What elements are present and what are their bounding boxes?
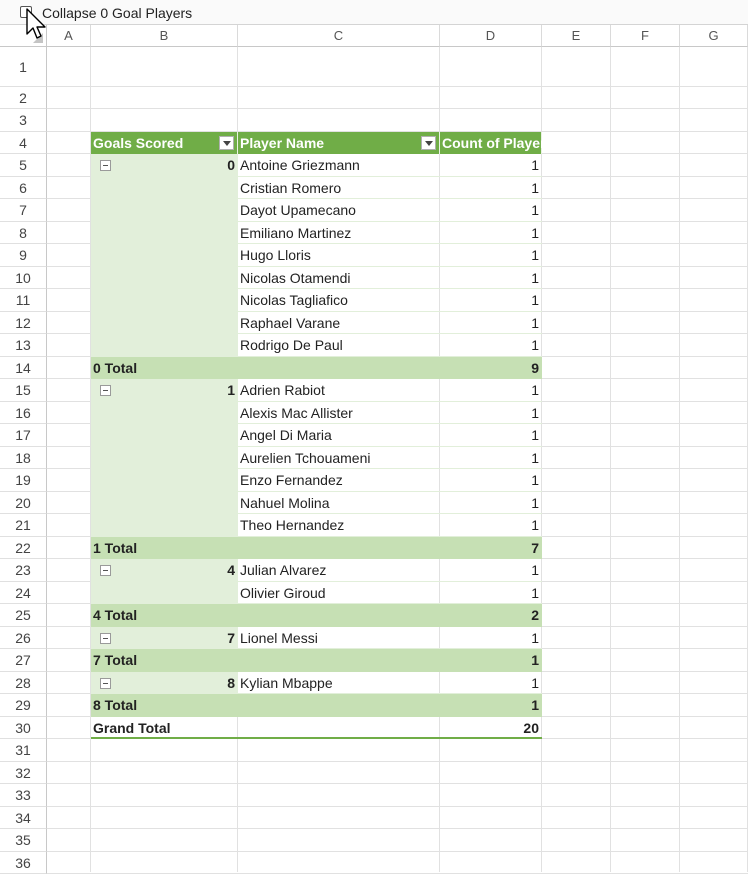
column-header-a[interactable]: A: [47, 25, 91, 47]
player-count-cell[interactable]: 1: [440, 154, 542, 177]
player-count-cell[interactable]: 1: [440, 582, 542, 605]
player-name-cell[interactable]: Adrien Rabiot: [238, 379, 440, 402]
group-total-label: 7 Total: [91, 649, 238, 672]
goals-filter-dropdown-icon[interactable]: [219, 136, 234, 150]
row-header-8[interactable]: 8: [0, 222, 47, 245]
goals-group-label: 0: [91, 154, 238, 177]
player-name-cell[interactable]: Nahuel Molina: [238, 492, 440, 515]
row-header-1[interactable]: 1: [0, 47, 47, 87]
grand-total-band: [238, 717, 440, 740]
grand-total-underline: [91, 737, 542, 739]
goals-group-band: [91, 312, 238, 335]
player-count-cell[interactable]: 1: [440, 222, 542, 245]
goals-group-band: [91, 199, 238, 222]
goals-group-band: [91, 177, 238, 200]
row-header-18[interactable]: 18: [0, 447, 47, 470]
player-name-cell[interactable]: Julian Alvarez: [238, 559, 440, 582]
row-header-30[interactable]: 30: [0, 717, 47, 740]
row-header-20[interactable]: 20: [0, 492, 47, 515]
grand-total-value[interactable]: 20: [440, 717, 542, 740]
row-header-22[interactable]: 22: [0, 537, 47, 560]
row-header-15[interactable]: 15: [0, 379, 47, 402]
goals-group-label: 4: [91, 559, 238, 582]
group-total-band: [238, 537, 440, 560]
player-name-cell[interactable]: Rodrigo De Paul: [238, 334, 440, 357]
row-gridline: [47, 86, 748, 87]
player-name-cell[interactable]: Theo Hernandez: [238, 514, 440, 537]
group-total-value[interactable]: 1: [440, 694, 542, 717]
player-name-cell[interactable]: Dayot Upamecano: [238, 199, 440, 222]
row-header-34[interactable]: 34: [0, 807, 47, 830]
player-name-cell[interactable]: Aurelien Tchouameni: [238, 447, 440, 470]
column-header-f[interactable]: F: [611, 25, 680, 47]
row-header-5[interactable]: 5: [0, 154, 47, 177]
column-header-d[interactable]: D: [440, 25, 542, 47]
row-header-3[interactable]: 3: [0, 109, 47, 132]
group-total-band: [238, 649, 440, 672]
player-count-cell[interactable]: 1: [440, 514, 542, 537]
goals-group-label: 8: [91, 672, 238, 695]
player-count-cell[interactable]: 1: [440, 627, 542, 650]
row-header-10[interactable]: 10: [0, 267, 47, 290]
mouse-pointer-icon: [26, 8, 48, 42]
player-name-cell[interactable]: Kylian Mbappe: [238, 672, 440, 695]
header-player-name[interactable]: Player Name: [238, 132, 440, 155]
goals-group-band: [91, 267, 238, 290]
row-header-4[interactable]: 4: [0, 132, 47, 155]
group-total-band: [238, 604, 440, 627]
player-count-cell[interactable]: 1: [440, 199, 542, 222]
row-header-35[interactable]: 35: [0, 829, 47, 852]
row-gridline: [47, 761, 748, 762]
row-header-23[interactable]: 23: [0, 559, 47, 582]
goals-group-band: [91, 492, 238, 515]
column-header-c[interactable]: C: [238, 25, 440, 47]
goals-group-band: [91, 244, 238, 267]
row-header-13[interactable]: 13: [0, 334, 47, 357]
player-count-cell[interactable]: 1: [440, 312, 542, 335]
hover-tooltip-bar: [0, 0, 748, 25]
player-count-cell[interactable]: 1: [440, 244, 542, 267]
group-total-label: 4 Total: [91, 604, 238, 627]
goals-group-band: [91, 469, 238, 492]
row-header-2[interactable]: 2: [0, 87, 47, 109]
player-count-cell[interactable]: 1: [440, 177, 542, 200]
row-gridline: [47, 108, 748, 109]
group-total-value[interactable]: 1: [440, 649, 542, 672]
row-header-9[interactable]: 9: [0, 244, 47, 267]
row-header-16[interactable]: 16: [0, 402, 47, 425]
player-name-cell[interactable]: Emiliano Martinez: [238, 222, 440, 245]
row-header-27[interactable]: 27: [0, 649, 47, 672]
player-name-cell[interactable]: Nicolas Otamendi: [238, 267, 440, 290]
collapse-minus-icon[interactable]: [100, 385, 111, 396]
row-header-14[interactable]: 14: [0, 357, 47, 380]
player-name-cell[interactable]: Lionel Messi: [238, 627, 440, 650]
row-header-21[interactable]: 21: [0, 514, 47, 537]
row-header-19[interactable]: 19: [0, 469, 47, 492]
collapse-minus-icon[interactable]: [100, 633, 111, 644]
player-name-cell[interactable]: Hugo Lloris: [238, 244, 440, 267]
player-count-cell[interactable]: 1: [440, 424, 542, 447]
row-header-33[interactable]: 33: [0, 784, 47, 807]
group-total-label: 1 Total: [91, 537, 238, 560]
player-name-cell[interactable]: Cristian Romero: [238, 177, 440, 200]
player-name-cell[interactable]: Nicolas Tagliafico: [238, 289, 440, 312]
group-total-band: [238, 694, 440, 717]
collapse-minus-icon[interactable]: [100, 565, 111, 576]
goals-group-band: [91, 334, 238, 357]
row-header-24[interactable]: 24: [0, 582, 47, 605]
player-count-cell[interactable]: 1: [440, 492, 542, 515]
grand-total-label: Grand Total: [91, 717, 238, 740]
column-header-e[interactable]: E: [542, 25, 611, 47]
row-header-6[interactable]: 6: [0, 177, 47, 200]
player-name-cell[interactable]: Antoine Griezmann: [238, 154, 440, 177]
column-header-g[interactable]: G: [680, 25, 748, 47]
header-goals-scored[interactable]: Goals Scored: [91, 132, 238, 155]
player-name-cell[interactable]: Raphael Varane: [238, 312, 440, 335]
row-gridline: [47, 806, 748, 807]
player-count-cell[interactable]: 1: [440, 559, 542, 582]
group-total-value[interactable]: 9: [440, 357, 542, 380]
group-total-value[interactable]: 7: [440, 537, 542, 560]
player-name-cell[interactable]: Enzo Fernandez: [238, 469, 440, 492]
goals-group-band: [91, 222, 238, 245]
row-header-11[interactable]: 11: [0, 289, 47, 312]
row-header-32[interactable]: 32: [0, 762, 47, 785]
goals-group-label: 7: [91, 627, 238, 650]
row-header-31[interactable]: 31: [0, 739, 47, 762]
column-gridline: [610, 47, 611, 872]
header-count-of-players: Count of Players: [440, 132, 542, 155]
collapse-minus-icon[interactable]: [100, 678, 111, 689]
goals-group-band: [91, 402, 238, 425]
goals-group-band: [91, 424, 238, 447]
column-gridline: [679, 47, 680, 872]
player-count-cell[interactable]: 1: [440, 447, 542, 470]
goals-group-band: [91, 514, 238, 537]
player-count-cell[interactable]: 1: [440, 469, 542, 492]
group-total-band: [238, 357, 440, 380]
group-total-label: 0 Total: [91, 357, 238, 380]
player-count-cell[interactable]: 1: [440, 334, 542, 357]
player-name-cell[interactable]: Angel Di Maria: [238, 424, 440, 447]
row-gridline: [47, 783, 748, 784]
player-count-cell[interactable]: 1: [440, 289, 542, 312]
row-header-36[interactable]: 36: [0, 852, 47, 874]
collapse-minus-icon[interactable]: [100, 160, 111, 171]
tooltip-label: Collapse 0 Goal Players: [42, 5, 192, 21]
goals-group-band: [91, 582, 238, 605]
row-header-7[interactable]: 7: [0, 199, 47, 222]
player-filter-dropdown-icon[interactable]: [421, 136, 436, 150]
column-header-b[interactable]: B: [91, 25, 238, 47]
group-total-label: 8 Total: [91, 694, 238, 717]
player-count-cell[interactable]: 1: [440, 672, 542, 695]
player-count-cell[interactable]: 1: [440, 379, 542, 402]
row-header-17[interactable]: 17: [0, 424, 47, 447]
goals-group-band: [91, 289, 238, 312]
player-name-cell[interactable]: Olivier Giroud: [238, 582, 440, 605]
goals-group-label: 1: [91, 379, 238, 402]
row-header-29[interactable]: 29: [0, 694, 47, 717]
row-gridline: [47, 828, 748, 829]
goals-group-band: [91, 447, 238, 470]
row-header-26[interactable]: 26: [0, 627, 47, 650]
row-header-25[interactable]: 25: [0, 604, 47, 627]
player-count-cell[interactable]: 1: [440, 267, 542, 290]
player-count-cell[interactable]: 1: [440, 402, 542, 425]
group-total-value[interactable]: 2: [440, 604, 542, 627]
row-header-12[interactable]: 12: [0, 312, 47, 335]
row-gridline: [47, 851, 748, 852]
player-name-cell[interactable]: Alexis Mac Allister: [238, 402, 440, 425]
row-header-28[interactable]: 28: [0, 672, 47, 695]
